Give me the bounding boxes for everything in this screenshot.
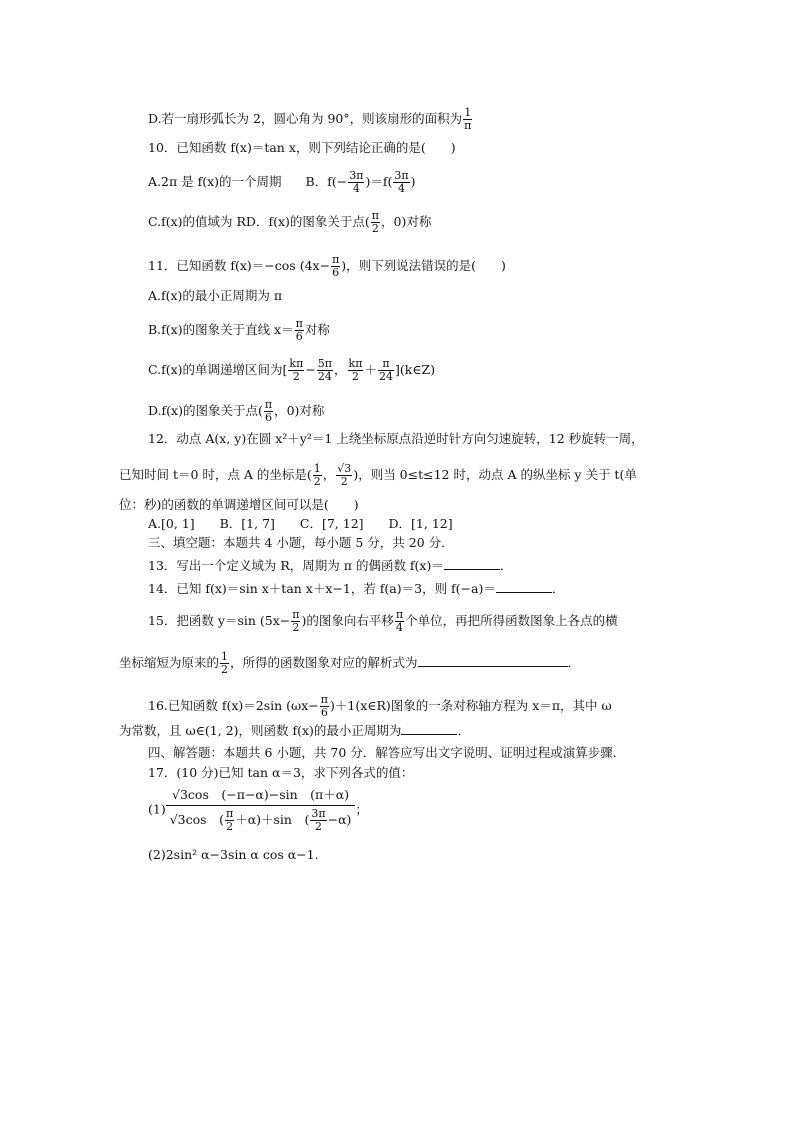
question-12-line-3: 位：秒)的函数的单调递增区间可以是( ) [119, 497, 359, 512]
fraction: $\frac{\pi}{2}$ [371, 209, 379, 235]
fraction: $\frac{\pi}{6}$ [332, 253, 340, 279]
question-10-options-ab: A.2π 是 f(x)的一个周期 B．f(− $\frac{3\pi}{4}$ )＝f( $\frac{3\pi}{4}$ ) [148, 169, 416, 195]
question-10-stem: 10．已知函数 f(x)＝tan x，则下列结论正确的是( ) [148, 140, 456, 155]
fraction: $\frac{k\pi}{2}$ [348, 357, 363, 383]
fraction: $\frac{1}{\pi}$ [464, 106, 472, 132]
fraction: $\frac{√3}{2}$ [337, 462, 352, 488]
question-12-line-1: 12．动点 A(x, y)在圆 x²＋y²＝1 上绕坐标原点沿逆时针方向匀速旋转，12 秒旋转一周， [148, 431, 644, 446]
fraction: $\frac{\pi}{6}$ [295, 317, 303, 343]
question-12-options: A.[0, 1] B．[1, 7] C．[7, 12] D．[1, 12] [148, 516, 453, 531]
fraction: $\frac{3\pi}{4}$ [394, 169, 409, 195]
question-17-part-2: (2)2sin² α−3sin α cos α−1. [148, 847, 319, 862]
fraction: $\frac{\pi}{2}$ [225, 807, 234, 833]
question-11-option-a: A.f(x)的最小正周期为 π [148, 288, 283, 303]
question-11-option-d: D.f(x)的图象关于点( $\frac{\pi}{6}$ ，0)对称 [148, 398, 325, 424]
question-15-line-1: 15．把函数 y＝sin (5x− $\frac{\pi}{2}$ )的图象向右平移 $\frac{\pi}{4}$ 个单位，再把所得函数图象上各点的横 [148, 608, 618, 634]
fraction: $\frac{3\pi}{2}$ [311, 807, 326, 833]
question-11-option-c: C.f(x)的单调递增区间为[ $\frac{k\pi}{2}$ − $\frac{5\pi}{24}$ ， $\frac{k\pi}{2}$ ＋ $\frac{\pi}{24}$ ](k∈Z) [148, 357, 436, 383]
question-11-option-b: B.f(x)的图象关于直线 x＝ $\frac{\pi}{6}$ 对称 [148, 317, 330, 343]
large-fraction: √3cos (−π−α)−sin (π＋α) √3cos ( $\frac{\pi}{2}$ ＋α)＋sin ( $\frac{3\pi}{2}$ −α) [166, 783, 356, 835]
question-10-options-cd: C.f(x)的值域为 RD．f(x)的图象关于点( $\frac{\pi}{2}$ ，0)对称 [148, 209, 432, 235]
answer-blank [418, 654, 568, 667]
question-17-stem: 17．(10 分)已知 tan α＝3，求下列各式的值： [148, 765, 414, 780]
fraction: $\frac{5\pi}{24}$ [317, 357, 333, 383]
fraction: $\frac{1}{2}$ [313, 462, 321, 488]
question-17-part-1: (1) √3cos (−π−α)−sin (π＋α) √3cos ( $\frac{\pi}{2}$ ＋α)＋sin ( $\frac{3\pi}{2}$ −α) ； [148, 783, 368, 835]
fraction: $\frac{\pi}{6}$ [320, 693, 328, 719]
question-16-line-1: 16.已知函数 f(x)＝2sin (ωx− $\frac{\pi}{6}$ )＋1(x∈R)图象的一条对称轴方程为 x＝π，其中 ω [148, 693, 612, 719]
answer-blank [401, 722, 457, 735]
answer-blank [444, 557, 500, 570]
question-15-line-2: 坐标缩短为原来的 $\frac{1}{2}$ ，所得的函数图象对应的解析式为 ． [119, 650, 581, 676]
question-13: 13．写出一个定义域为 R，周期为 π 的偶函数 f(x)＝ ． [148, 558, 513, 573]
question-14: 14．已知 f(x)＝sin x＋tan x＋x−1，若 f(a)＝3，则 f(−a)＝ ． [148, 581, 565, 596]
fraction: $\frac{\pi}{2}$ [292, 608, 300, 634]
fraction: $\frac{\pi}{4}$ [395, 608, 404, 634]
option-d-sector: D.若一扇形弧长为 2，圆心角为 90°，则该扇形的面积为 $\frac{1}{\pi}$ [148, 106, 472, 132]
question-11-stem: 11．已知函数 f(x)＝−cos (4x− $\frac{\pi}{6}$ )，则下列说法错误的是( ) [148, 253, 506, 279]
section-4-heading: 四、解答题：本题共 6 小题，共 70 分．解答应写出文字说明、证明过程或演算步骤． [148, 745, 626, 760]
section-3-heading: 三、填空题：本题共 4 小题，每小题 5 分，共 20 分． [148, 535, 454, 550]
fraction: $\frac{k\pi}{2}$ [289, 357, 304, 383]
fraction: $\frac{\pi}{24}$ [378, 357, 393, 383]
fraction: $\frac{1}{2}$ [221, 650, 229, 676]
fraction: $\frac{\pi}{6}$ [264, 398, 273, 424]
question-16-line-2: 为常数，且 ω∈(1, 2)，则函数 f(x)的最小正周期为 ． [119, 723, 470, 738]
question-12-line-2: 已知时间 t＝0 时，点 A 的坐标是( $\frac{1}{2}$ ， $\frac{√3}{2}$ )，则当 0≤t≤12 时，动点 A 的纵坐标 y 关于 t(单 [119, 462, 637, 488]
answer-blank [496, 580, 552, 593]
fraction: $\frac{3\pi}{4}$ [349, 169, 364, 195]
